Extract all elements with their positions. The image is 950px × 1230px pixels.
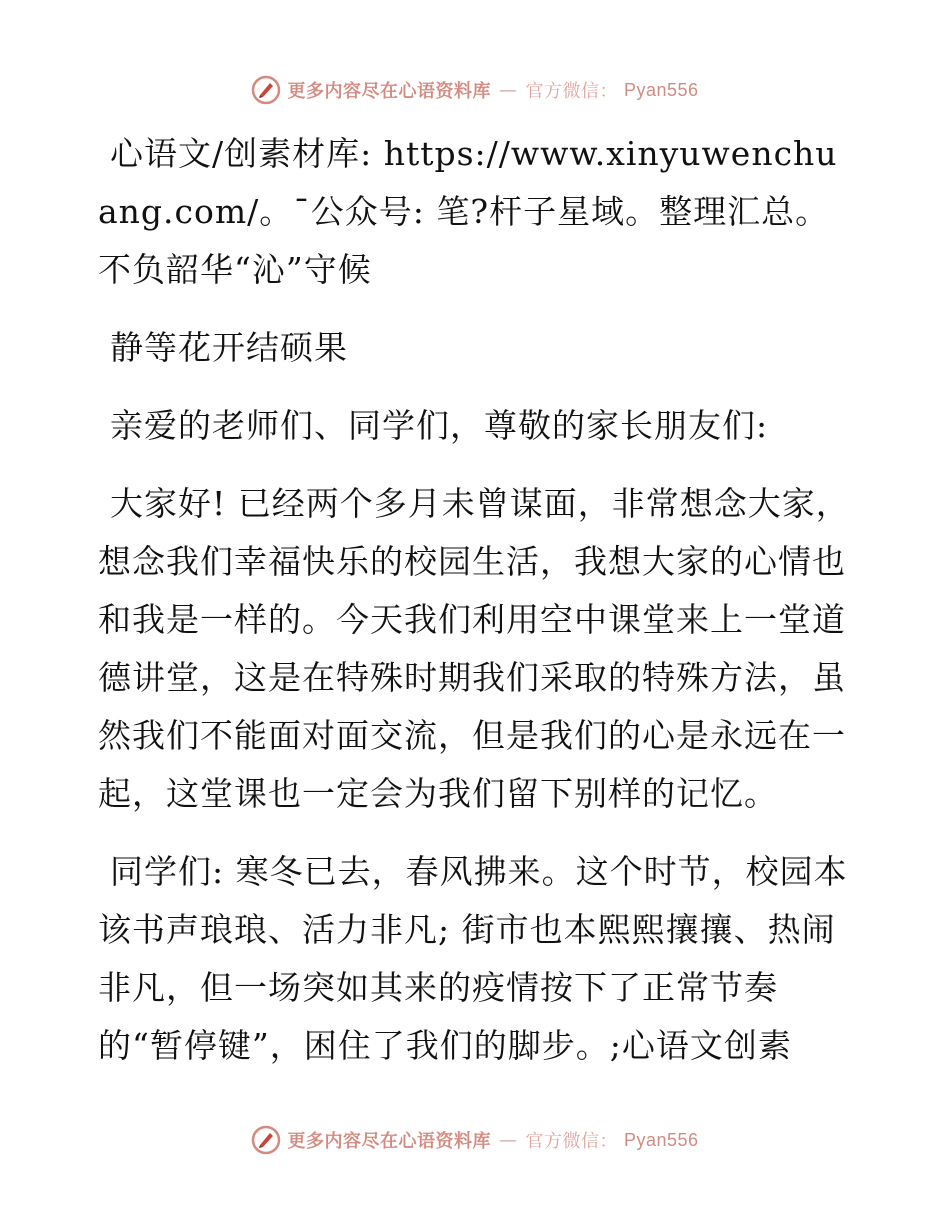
watermark-wechat-label: 官方微信： [525,81,618,102]
footer-watermark [0,1120,950,1160]
header-watermark [0,70,950,110]
document-paragraph: 同学们: 寒冬已去，春风拂来。这个时节，校园本该书声琅琅、活力非凡; 街市也本熙熙攘攘、热闹非凡，但一场突如其来的疫情按下了正常节奏的“暂停键”，困住了我们的脚步。;心语文创素 [98,852,848,1065]
pen-seal-icon [251,1125,281,1155]
watermark-main-text: 更多内容尽在心语资料库 [287,1131,491,1152]
watermark-main-text: 更多内容尽在心语资料库 [287,81,491,102]
pen-seal-icon [251,75,281,105]
watermark-wechat-label: 官方微信： [525,1131,618,1152]
document-paragraph: 大家好! 已经两个多月未曾谋面，非常想念大家，想念我们幸福快乐的校园生活，我想大家的心情也和我是一样的。今天我们利用空中课堂来上一堂道德讲堂，这是在特殊时期我们采取的特殊方法，虽然我们不能面对面交流，但是我们的心是永远在一起，这堂课也一定会为我们留下别样的记忆。 [98,484,850,813]
watermark-separator: — [498,1129,518,1151]
document-paragraph: 亲爱的老师们、同学们，尊敬的家长朋友们: [110,406,769,445]
document-body [98,125,858,1095]
watermark-separator: — [498,79,518,101]
document-paragraph: 静等花开结硕果 [110,328,348,367]
watermark-wechat-id: Pyan556 [623,79,699,100]
watermark-wechat-id: Pyan556 [623,1129,699,1150]
document-paragraph: 心语文/创素材库: https://www.xinyuwenchuang.com/。¯公众号: 笔?杆子星域。整理汇总。不负韶华“沁”守候 [98,134,838,289]
